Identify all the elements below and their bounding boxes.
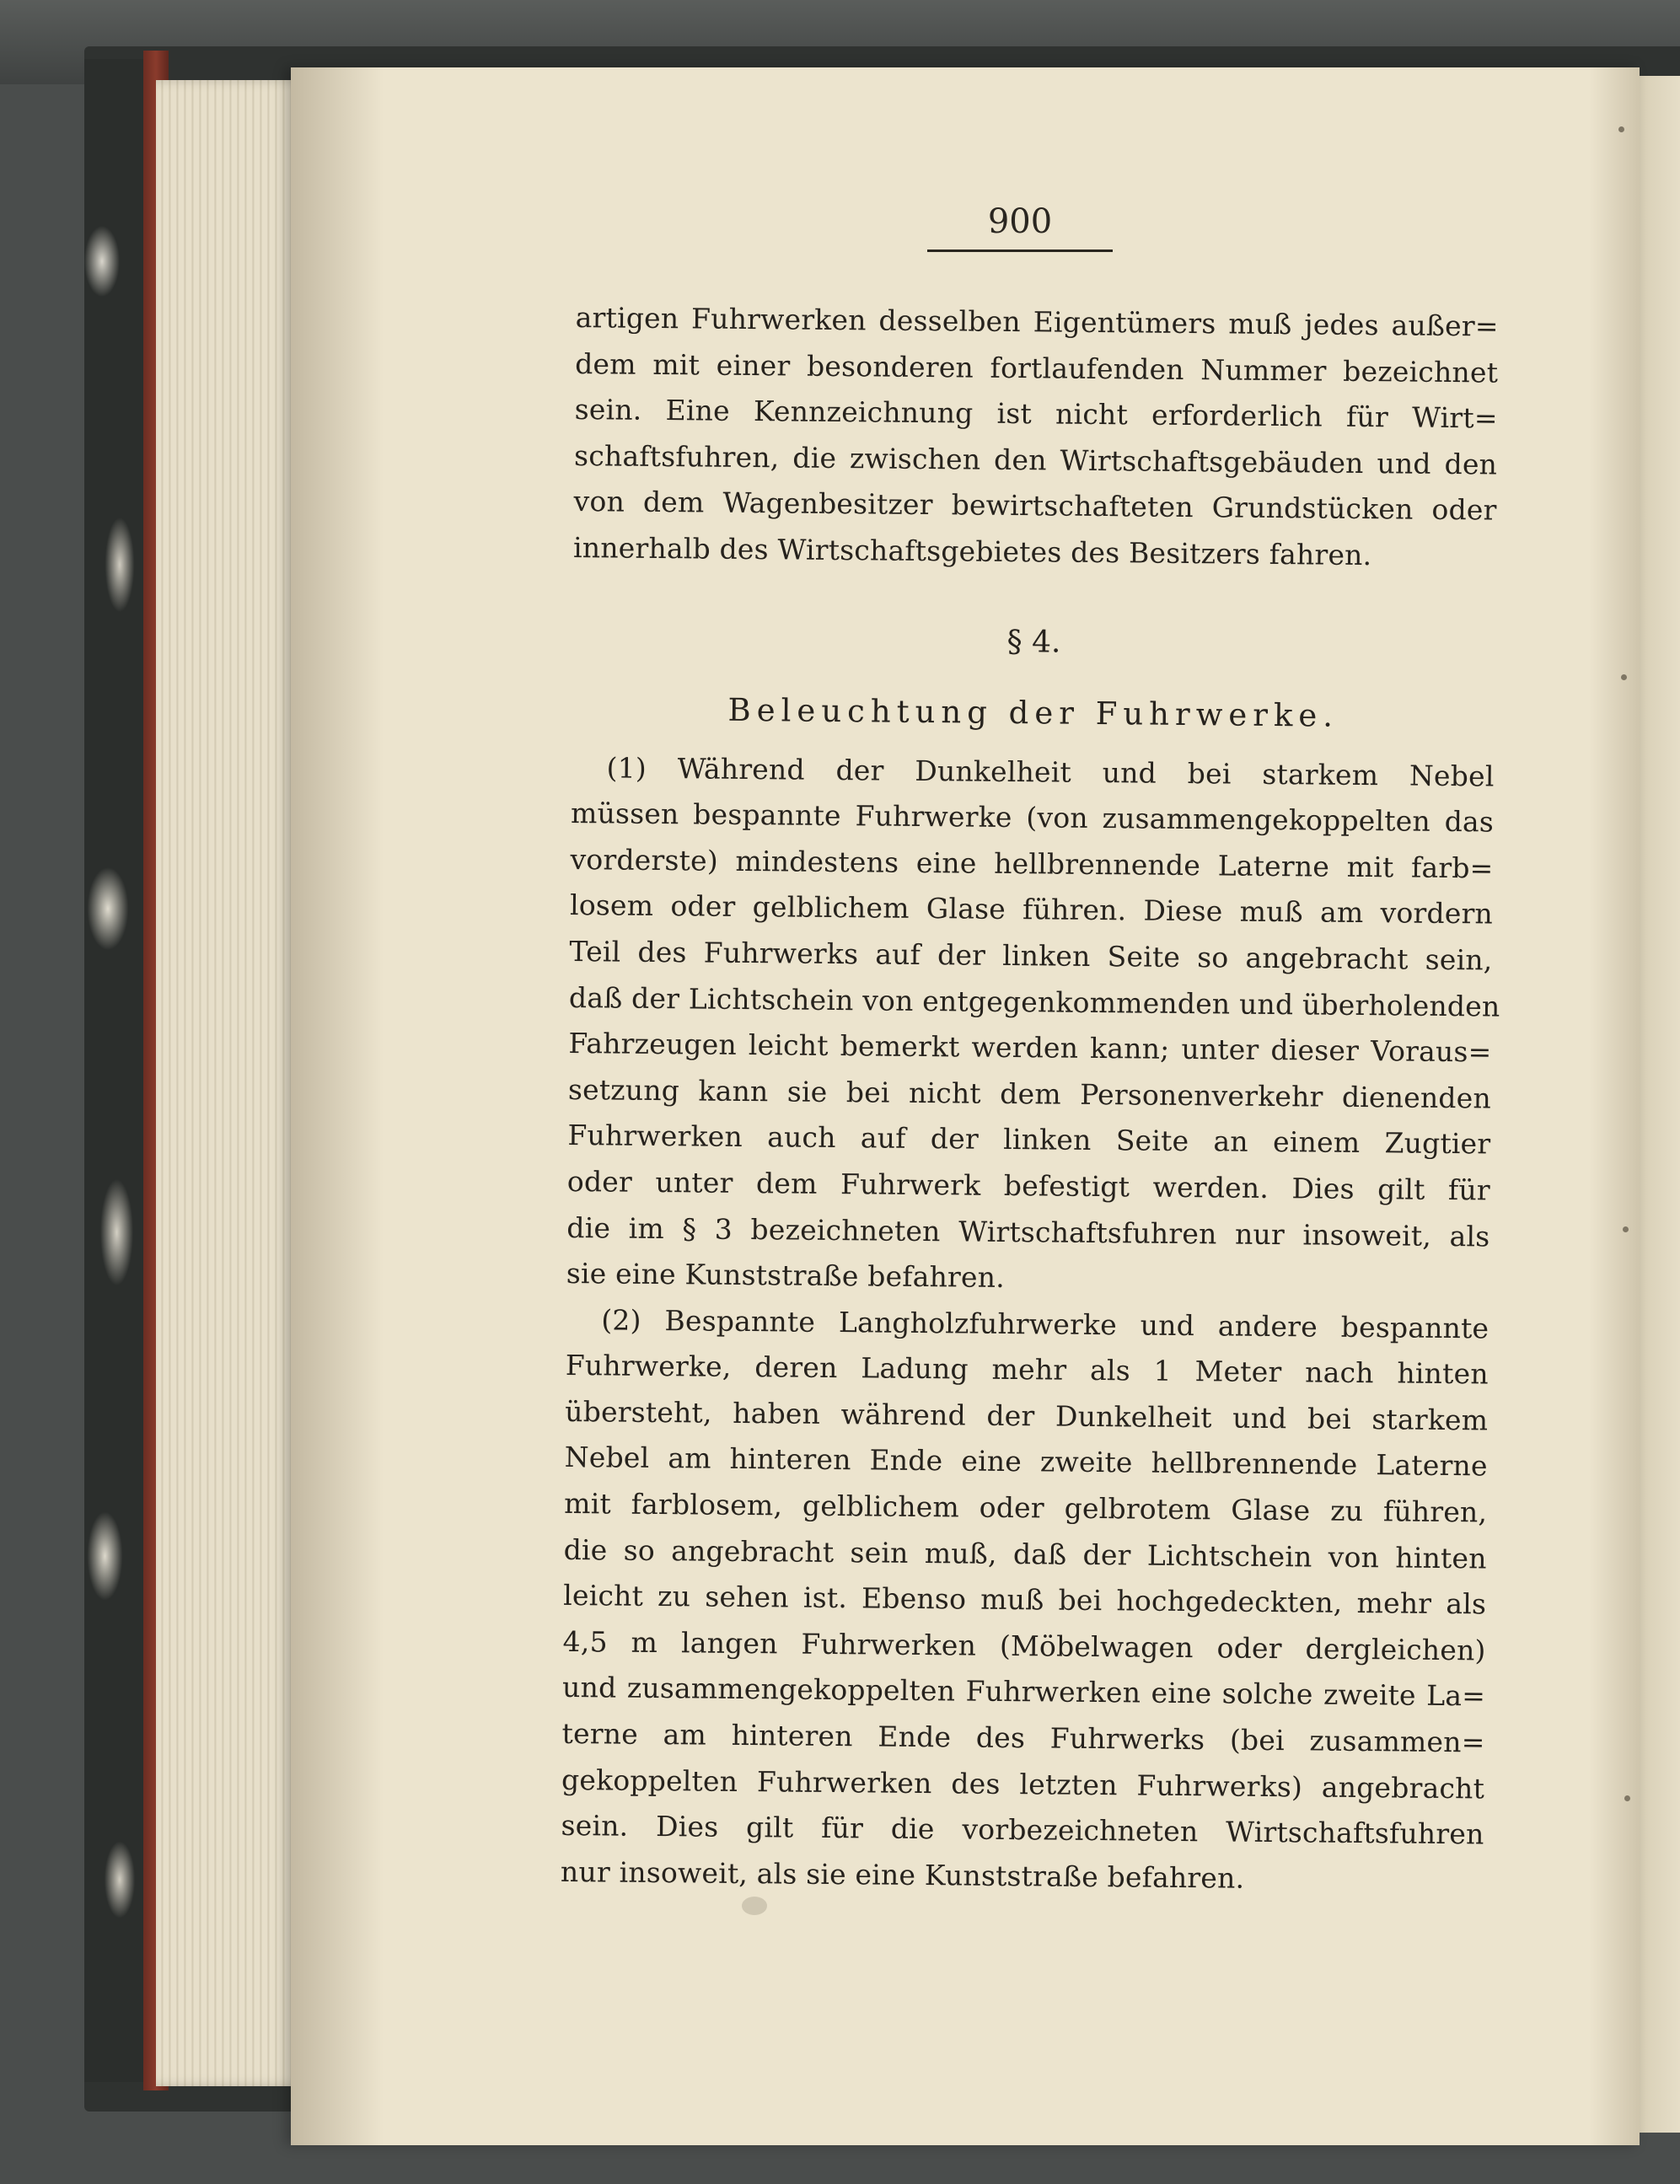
text-line: vorderste) mindestens eine hellbrennende Laterne mit farb= <box>570 842 1494 885</box>
text-line: mit farblosem, gelblichem oder gelbrotem Glase zu führen, <box>564 1486 1488 1529</box>
facing-page-edge <box>1640 76 1680 2133</box>
page-number: 900 <box>987 202 1053 241</box>
text-line: müssen bespannte Fuhrwerke (von zusammengekoppelten das <box>570 797 1495 839</box>
text-line: Teil des Fuhrwerks auf der linken Seite so angebracht sein, <box>569 934 1493 977</box>
text-line: (2) Bespannte Langholzfuhrwerke und andere bespannte <box>601 1303 1489 1345</box>
text-line: schaftsfuhren, die zwischen den Wirtschaftsgebäuden und den <box>573 438 1498 481</box>
text-line: sie eine Kunststraße befahren. <box>566 1257 1006 1295</box>
text-line: die im § 3 bezeichneten Wirtschaftsfuhren nur insoweit, als <box>566 1210 1490 1253</box>
text-line: terne am hinteren Ende des Fuhrwerks (bei zusammen= <box>561 1716 1485 1759</box>
text-line: oder unter dem Fuhrwerk befestigt werden. Dies gilt für <box>566 1164 1491 1207</box>
paragraph-1 <box>566 745 1500 1307</box>
text-line: losem oder gelblichem Glase führen. Diese muß am vordern <box>569 888 1494 931</box>
text-line: und zusammengekoppelten Fuhrwerken eine solche zweite La= <box>561 1671 1486 1713</box>
text-line: (1) Während der Dunkelheit und bei starkem Nebel <box>606 750 1495 793</box>
page-text <box>561 295 1499 1904</box>
section-number: § 4. <box>1006 624 1061 660</box>
marbled-board-edge <box>84 59 143 2082</box>
text-line: Fuhrwerken auch auf der linken Seite an einem Zugtier <box>567 1119 1491 1161</box>
text-line: dem mit einer besonderen fortlaufenden Nummer bezeichnet <box>575 346 1499 389</box>
paragraph-2 <box>561 1297 1489 1904</box>
text-line: von dem Wagenbesitzer bewirtschafteten Grundstücken oder <box>573 485 1497 527</box>
text-line: gekoppelten Fuhrwerken des letzten Fuhrwerks) angebracht <box>561 1763 1485 1806</box>
ink-smudge <box>742 1897 767 1915</box>
text-line: sein. Dies gilt für die vorbezeichneten Wirtschaftsfuhren <box>561 1809 1484 1851</box>
text-line: leicht zu sehen ist. Ebenso muß bei hochgedeckten, mehr als <box>563 1579 1487 1621</box>
text-line: 4,5 m langen Fuhrwerken (Möbelwagen oder dergleichen) <box>562 1624 1486 1667</box>
text-line: nur insoweit, als sie eine Kunststraße befahren. <box>560 1854 1245 1895</box>
binding-hole <box>1618 126 1624 132</box>
text-line: Fahrzeugen leicht bemerkt werden kann; unter dieser Voraus= <box>568 1027 1492 1069</box>
text-line: übersteht, haben während der Dunkelheit und bei starkem <box>565 1394 1489 1437</box>
binding-hole <box>1624 1795 1630 1801</box>
text-line: die so angebracht sein muß, daß der Lichtschein von hinten <box>563 1532 1487 1575</box>
intro-paragraph <box>573 295 1499 580</box>
text-line: Fuhrwerke, deren Ladung mehr als 1 Meter nach hinten <box>565 1349 1489 1391</box>
binding-hole <box>1621 674 1627 680</box>
section-title: Beleuchtung der Fuhrwerke. <box>727 691 1339 734</box>
page-number-rule <box>927 250 1113 252</box>
text-line: setzung kann sie bei nicht dem Personenverkehr dienenden <box>567 1072 1492 1115</box>
text-line: Nebel am hinteren Ende eine zweite hellbrennende Laterne <box>564 1441 1488 1483</box>
text-line: innerhalb des Wirtschaftsgebietes des Besitzers fahren. <box>572 530 1372 572</box>
text-line: daß der Lichtschein von entgegenkommenden und überholenden <box>568 980 1500 1023</box>
text-line: sein. Eine Kennzeichnung ist nicht erforderlich für Wirt= <box>574 393 1498 435</box>
binding-hole <box>1623 1226 1629 1232</box>
text-line: artigen Fuhrwerken desselben Eigentümers muß jedes außer= <box>575 300 1499 343</box>
